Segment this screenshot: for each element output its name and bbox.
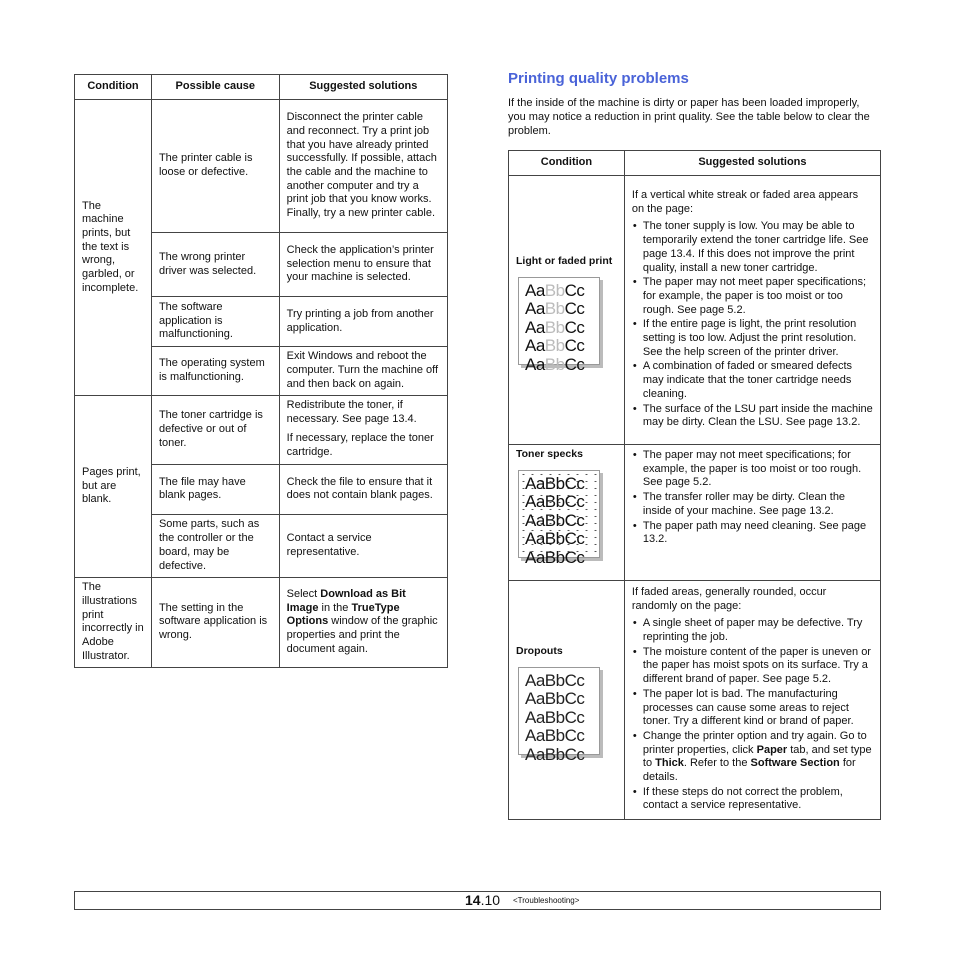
condition-label: Light or faded print: [516, 255, 613, 268]
dropouts-sample-image: AaBbCc AaBbCc AaBbCc AaBbCc AaBbCc: [518, 667, 600, 755]
solution-intro: If a vertical white streak or faded area appears on the page:: [631, 189, 859, 215]
table-row: [75, 396, 448, 465]
cause-cell: The file may have blank pages.: [151, 464, 279, 514]
solution-cell: [624, 581, 880, 820]
list-item: • The moisture content of the paper is uneven or the paper has moist spots on its surface. Try a different brand of paper. See page 5.2.: [643, 646, 873, 687]
column-header: Condition: [75, 75, 152, 100]
solution-cell: [624, 176, 880, 445]
page-number: 14.10: [465, 892, 501, 908]
toner-specks-sample-image: AaBbCc AaBbCc AaBbCc AaBbCc AaBbCc: [518, 470, 600, 558]
list-item: • The paper may not meet specifications; for example, the paper is too moist or too rough. See page 5.2.: [643, 449, 873, 490]
list-item: • If these steps do not correct the problem, contact a service representative.: [643, 786, 873, 813]
list-item: • The paper path may need cleaning. See page 13.2.: [643, 520, 873, 547]
solution-intro: If faded areas, generally rounded, occur randomly on the page:: [631, 585, 827, 612]
solution-cell: [624, 445, 880, 581]
condition-cell: Pages print, but are blank.: [75, 396, 152, 578]
column-header: Possible cause: [151, 75, 279, 100]
condition-cell: The illustrations print incorrectly in Adobe Illustrator.: [75, 577, 152, 667]
solution-text: Redistribute the toner, if necessary. See page 13.4.: [286, 399, 417, 425]
condition-cell: [509, 176, 625, 445]
table-row: [509, 445, 881, 581]
condition-cell: [509, 445, 625, 581]
condition-label: Dropouts: [516, 645, 563, 658]
list-item: • The paper may not meet paper specifications; for example, the paper is too moist or too rough. See page 5.2.: [643, 276, 873, 317]
faded-print-sample-image: AaBbCc AaBbCc AaBbCc AaBbCc AaBbCc: [518, 277, 600, 365]
footer-section-label: <Troubleshooting>: [513, 896, 580, 905]
print-quality-table: [508, 150, 881, 820]
table-row: [75, 100, 448, 233]
cause-cell: Some parts, such as the controller or the board, may be defective.: [151, 514, 279, 577]
table-row: [509, 581, 881, 820]
column-header: Suggested solutions: [624, 151, 880, 176]
solution-text: in the: [318, 601, 352, 614]
list-item: • The paper lot is bad. The manufacturing processes can cause some areas to reject toner. Try a different kind or brand of paper.: [643, 688, 873, 729]
list-item: • The transfer roller may be dirty. Clean the inside of your machine. See page 13.2.: [643, 491, 873, 518]
condition-cell: [509, 581, 625, 820]
list-item: • A single sheet of paper may be defective. Try reprinting the job.: [643, 617, 873, 644]
solution-list: [632, 449, 873, 547]
cause-cell: The wrong printer driver was selected.: [151, 233, 279, 297]
list-item: • Change the printer option and try again. Go to printer properties, click Paper tab, and set type to Thick. Refer to the Software Section for details.: [643, 730, 873, 785]
solution-text: If necessary, replace the toner cartridge.: [286, 432, 434, 459]
solution-option-bold: TrueType Options: [286, 601, 400, 628]
condition-cell: The machine prints, but the text is wrong, garbled, or incomplete.: [75, 100, 152, 396]
condition-label: Toner specks: [516, 448, 583, 460]
table-row: [75, 577, 448, 667]
solution-cell: Contact a service representative.: [279, 514, 447, 577]
cause-cell: The printer cable is loose or defective.: [151, 100, 279, 233]
table-row: [509, 176, 881, 445]
column-header: Condition: [509, 151, 625, 176]
solution-list: [632, 220, 873, 430]
solution-option-bold: Download as Bit Image: [286, 588, 406, 614]
solution-text: Select: [286, 588, 321, 601]
column-header: Suggested solutions: [279, 75, 447, 100]
table-header-row: [75, 75, 448, 100]
section-heading: Printing quality problems: [508, 70, 689, 87]
cause-cell: The toner cartridge is defective or out of toner.: [151, 396, 279, 465]
solution-text: window of the graphic properties and print the document again.: [286, 615, 438, 655]
list-item: • The surface of the LSU part inside the machine may be dirty. Clean the LSU. See page 13.2.: [643, 403, 873, 430]
solution-cell: Try printing a job from another application.: [279, 297, 447, 347]
solution-cell: [279, 396, 447, 465]
table-header-row: [509, 151, 881, 176]
cause-cell: The software application is malfunctioning.: [151, 297, 279, 347]
cause-cell: The setting in the software application is wrong.: [151, 577, 279, 667]
solution-list: [632, 617, 873, 813]
section-intro: If the inside of the machine is dirty or paper has been loaded improperly, you may notice a reduction in print quality. See the table below to clear the problem.: [508, 97, 870, 137]
list-item: • If the entire page is light, the print resolution setting is too low. Adjust the print resolution. See the help screen of the printer driver.: [643, 318, 873, 359]
solution-cell: Disconnect the printer cable and reconnect. Try a print job that you have already printed successfully. If possible, attach the cable and the machine to another computer and try a print job that you know works. Finally, try a new printer cable.: [279, 100, 447, 233]
cause-cell: The operating system is malfunctioning.: [151, 347, 279, 396]
list-item: • A combination of faded or smeared defects may indicate that the toner cartridge needs cleaning.: [643, 360, 873, 401]
list-item: • The toner supply is low. You may be able to temporarily extend the toner cartridge life. See page 13.4. If this does not improve the print quality, install a new toner cartridge.: [643, 220, 873, 275]
solution-cell: Check the file to ensure that it does not contain blank pages.: [279, 464, 447, 514]
page-footer: [74, 891, 881, 910]
solution-cell: Check the application’s printer selection menu to ensure that your machine is selected.: [279, 233, 447, 297]
solution-cell: Exit Windows and reboot the computer. Turn the machine off and then back on again.: [279, 347, 447, 396]
solution-cell: [279, 577, 447, 667]
troubleshooting-table: [74, 74, 448, 668]
